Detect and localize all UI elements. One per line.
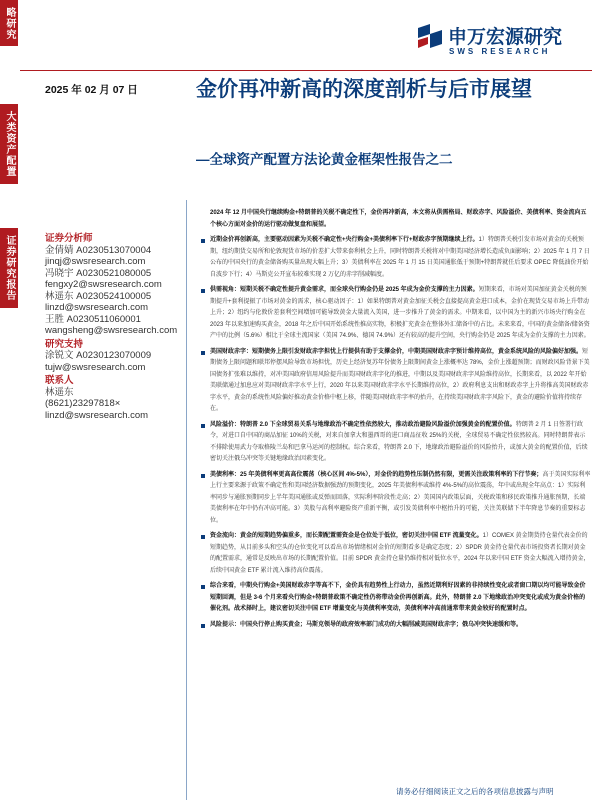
company-logo <box>416 20 586 66</box>
analyst-email[interactable]: linzd@swsresearch.com <box>45 302 149 313</box>
contact-heading: 联系人 <box>45 375 74 386</box>
contact-email[interactable]: linzd@swsresearch.com <box>45 409 149 421</box>
assistant-heading: 研究支持 <box>45 338 84 350</box>
side-tab-research-report: 证券研究报告 <box>0 228 18 308</box>
report-date: 2025 年 02 月 07 日 <box>45 84 138 96</box>
analyst-name: 林遥东 A0230524100005 <box>45 290 152 302</box>
analyst-email[interactable]: jinqj@swsresearch.com <box>45 256 146 267</box>
header-divider <box>20 70 592 71</box>
disclaimer-footer: 请务必仔细阅读正文之后的各项信息披露与声明 <box>396 787 554 796</box>
page-title: 金价再冲新高的深度剖析与后市展望 <box>196 78 532 101</box>
column-divider <box>186 200 187 800</box>
assistant-email[interactable]: tujw@swsresearch.com <box>45 361 146 373</box>
risk-paragraph: 风险提示：中国央行停止购买黄金；马斯克领导的政府效率部门成功的大幅削减美国财政赤字；俄乌冲突快速缓和等。 <box>199 620 591 632</box>
side-tab-strategy: 略研究 <box>0 0 18 46</box>
analysts-section <box>45 233 185 337</box>
summary-paragraph: 综合来看，中期央行购金+美国财政赤字等高不下，金价具有趋势性上行动力，虽然近期利好因素的非持续性变化或者窗口期以均可能导致金价短期回调，但是 3-6 个月来看央行购金+特朗普政策不确定性仍将带动金价再创新高。此外，特朗普 2.0 下地缘政治冲突变化或成为黄金价格的催化剂。战术择时上，建议密切关注中国 ETF 增量变化与美债利率变动，美债利率冲高前通常带来黄金较好的配置时点。 <box>199 581 591 616</box>
report-summary <box>199 208 591 635</box>
summary-paragraph: 美债利率：25 年美债利率更高高位震荡（核心区间 4%-5%），对金价的趋势性压制仍然有限，更需关注政策利率的下行节奏；高于美国实际利率上行主要来源于政策不确定性和美国经济数据强劲的预期变化，2025 年美债利率或维持 4%-5%的高位震荡，年中或出现全年高点：1）实际利率同步与通胀预期同步上半年美国通胀或反弹而回落，实际利率阶段性走高；2）美国国内政策层面，关税政策和移民政策推升通胀预期，长端美债利率在年中仍有冲高可能。3）美股与高利率避险资产重新平衡，或引发美债利率中枢抬升的可能，关注美联储下半年降息节奏的重要标志位。 <box>199 470 591 528</box>
contact-phone: (8621)23297818× <box>45 398 121 409</box>
summary-paragraph: 美国财政赤字：短期债务上限引发财政赤字担忧上行提供有助于支撑金价，中期美国财政赤字预计维持高位，黄金系统风险的风险偏好加强。短期债务上限问题和联邦停摆风险导致市场担忧，历史上经济复苏年份债务上限期间黄金上涨概率达 78%，金价上涨超预期；而财政风险背景下美国债务扩张难以维持，对冲美国政府信用风险提升而美国财政赤字化的推进，中期以及美国财政赤字风险维持高位，长期来看，以 2022 年开始美联储通过加息应对美国财政赤字水平上行，2020 年以来美国财政赤字水平长期维持高位，2）政府利息支出和财政赤字上升将推高美国财政赤字水平，黄金的系统性风险偏好推动黄金价格中枢上移，伴随美国财政赤字率的抬升，在持续美国财政赤字风险下，黄金的避险价值将持续存在。 <box>199 347 591 416</box>
intro-paragraph: 2024 年 12 月中国央行继续购金+特朗普的关税不确定性下，金价再冲新高，本文将从供需格局、财政赤字、风险溢价、美债利率、资金流向五个核心方面对金价的运行驱动做复盘和展望。 <box>210 210 587 228</box>
logo-english: SWS RESEARCH <box>449 47 551 56</box>
analysts-heading: 证券分析师 <box>45 233 93 244</box>
page-subtitle: —全球资产配置方法论黄金框架性报告之二 <box>196 152 453 167</box>
contact-section <box>45 375 185 421</box>
analyst-name: 金倩婧 A0230513070004 <box>45 244 152 256</box>
author-sidebar <box>45 233 185 423</box>
summary-paragraph: 资金流向：黄金的短期趋势偏重多，而长期配置需资金是仓位处于低位，密切关注中国 ETF 流量变化。1）COMEX 黄金期货持仓量代表金价的短期趋势，从目前多头和空头的仓位变化可以看出市场情绪相对金价的短期看多是确定态度；2）SPDR 黄金持仓量代表市场投资者长期对黄金的配置需求，通常是反映出市场的长期配置价值。目前 SPDR 黄金持仓量仍维持相对低位水平，2024 年以来中国 ETF 资金大幅流入增持黄金，后续中国黄金 ETF 累计流入维持高位震荡。 <box>199 531 591 577</box>
side-tab-asset-allocation: 大类资产配置 <box>0 104 18 184</box>
summary-paragraph: 近期金价再创新高，主要驱动因素为关税不确定性+央行购金+美债利率下行+财政赤字预期继续上行。1）特朗普关税引发市场对黄金的关税预期，纽约期货交易所和伦敦现货市场的价差扩大带来套利机会上升，同时特朗普关税将对中期美国经济增长造成负面影响；2）2025 年 1 月 7 日公布的中国央行的黄金储备购买量出现大幅上升；3）美债利率在 2025 年 1 月 15 日美国通胀低于预期+特朗普就任后要求 OPEC 降低油价开始自波步下行；4）马斯克公开宣布较难实现 2 万亿的赤字削减幅度。 <box>199 235 591 281</box>
left-sidebar-bar <box>0 0 18 800</box>
analyst-email[interactable]: wangsheng@swsresearch.com <box>45 325 178 336</box>
assistant-section <box>45 339 185 374</box>
analyst-name: 王胜 A0230511060001 <box>45 313 141 325</box>
contact-name: 林遥东 <box>45 386 74 398</box>
summary-paragraph: 风险溢价：特朗普 2.0 下全球贸易关系与地缘政治不确定性依然较大，推动政治避险风险溢价加强黄金的配置价值。特朗普 2 月 1 日签署行政令，对进口自中国的商品加征 10%的关税，对来自加拿大和墨西哥的进口商品征收 25%的关税，全球贸易不确定性依然较高。同时特朗普表示不排除使用武力夺取格陵兰岛和巴拿马运河的控制权。综合来看，特朗普 2.0 下，地缘政治避险溢价的风险抬升，或加大黄金的配置价值，后续密切关注俄乌冲突等关键地缘政治因素变化。 <box>199 420 591 466</box>
logo-mark-icon <box>416 24 444 50</box>
logo-chinese: 申万宏源研究 <box>448 27 563 48</box>
summary-paragraph: 供需视角：短期关税不确定性提升黄金需求，而全球央行购金仍是 2025 年成为金价支撑的主力因素。短期来看，市场对美国加征黄金关税的预期提升+套利提振了市场对黄金的需求，核心驱动因子：1）如果特朗普对黄金加征关税会直接提高黄金进口成本，金价在现货交易市场上升带动上升；2）纽约与伦敦价差套利空间增加可能导致黄金大量流入美国，进一步推升了黄金的需求。中期来看，以中国为主的新兴市场央行购金在 2023 年以来加速购买黄金，2018 年之后中国开始系统性推高实物，积极扩充黄金在整体外汇储备中的占比。未来来看，中国的黄金储备/储备资产中的比例（5.6%）相比于全球主流国家（美国 74.9%、德国 74.9%）还有较高的提升空间，央行购金仍是 2025 年成为金价支撑的主力因素。 <box>199 285 591 343</box>
assistant-name: 涂锐文 A0230123070009 <box>45 350 152 361</box>
analyst-email[interactable]: fengxy2@swsresearch.com <box>45 279 162 290</box>
analyst-name: 冯晓宇 A0230521080005 <box>45 267 152 279</box>
